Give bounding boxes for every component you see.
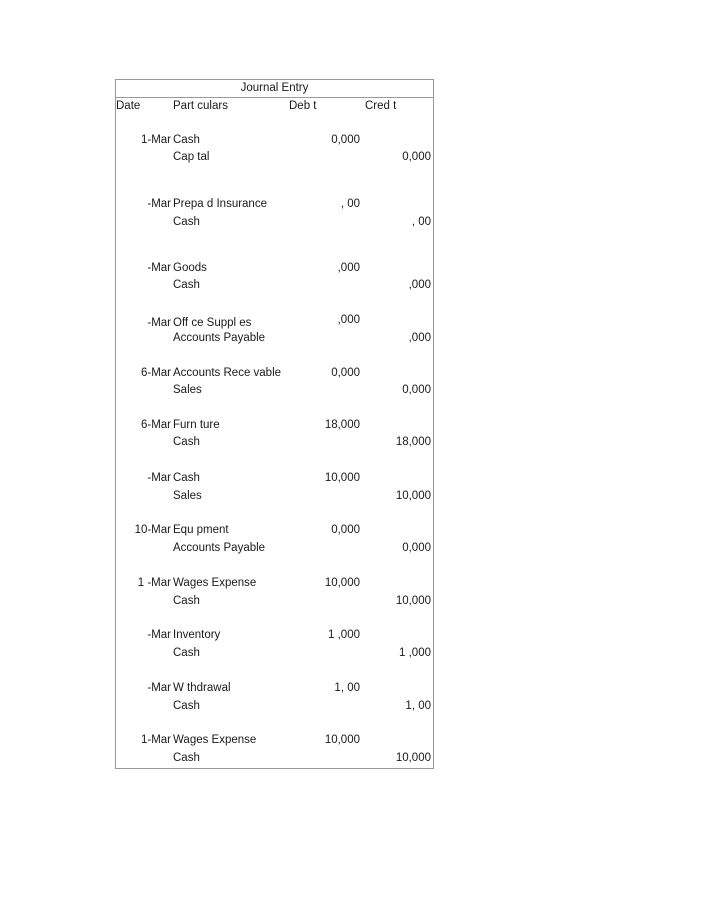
entry-date: 1-Mar: [140, 134, 171, 146]
entry-debit-line: [116, 365, 433, 381]
debit-account: Accounts Rece vable: [173, 367, 282, 379]
debit-account: Wages Expense: [173, 577, 257, 589]
entry-credit-line: [116, 540, 433, 556]
entry-credit-line: [116, 488, 433, 504]
entry-date: 6-Mar: [140, 419, 171, 431]
debit-amount: , 00: [340, 198, 360, 210]
entry-debit-line: [116, 315, 433, 331]
journal-sheet: [115, 79, 434, 769]
entry-credit-line: [116, 434, 433, 450]
credit-amount: ,000: [408, 332, 431, 344]
debit-account: Wages Expense: [173, 734, 257, 746]
header-particulars: Part culars: [173, 100, 228, 112]
credit-amount: 10,000: [395, 595, 431, 607]
entry-debit-line: [116, 417, 433, 433]
credit-amount: 0,000: [402, 151, 431, 163]
debit-amount: 10,000: [324, 472, 360, 484]
entry-credit-line: [116, 277, 433, 293]
debit-amount: ,000: [337, 314, 360, 326]
credit-amount: 1, 00: [405, 700, 431, 712]
header-credit: Cred t: [365, 100, 397, 112]
credit-amount: 0,000: [402, 384, 431, 396]
entry-debit-line: [116, 260, 433, 276]
entry-credit-line: [116, 645, 433, 661]
credit-account: Cash: [173, 279, 200, 291]
debit-account: Cash: [173, 472, 200, 484]
debit-amount: 1 ,000: [328, 629, 360, 641]
entry-credit-line: [116, 750, 433, 766]
debit-account: Furn ture: [173, 419, 220, 431]
debit-amount: ,000: [337, 262, 360, 274]
entry-date: -Mar: [147, 262, 171, 274]
credit-amount: 0,000: [402, 542, 431, 554]
entry-date: 6-Mar: [140, 367, 171, 379]
entry-date: 10-Mar: [134, 524, 171, 536]
header-date: Date: [116, 100, 141, 112]
entry-date: 1 -Mar: [137, 577, 171, 589]
debit-amount: 10,000: [324, 577, 360, 589]
entry-credit-line: [116, 593, 433, 609]
entry-debit-line: [116, 470, 433, 486]
credit-account: Sales: [173, 490, 202, 502]
credit-account: Sales: [173, 384, 202, 396]
entry-date: -Mar: [147, 198, 171, 210]
credit-account: Cash: [173, 436, 200, 448]
credit-amount: ,000: [408, 279, 431, 291]
debit-amount: 0,000: [331, 367, 360, 379]
entry-date: -Mar: [147, 472, 171, 484]
credit-account: Accounts Payable: [173, 542, 266, 554]
credit-account: Cash: [173, 216, 200, 228]
debit-account: Off ce Suppl es: [173, 317, 252, 329]
credit-amount: 18,000: [395, 436, 431, 448]
entry-debit-line: [116, 627, 433, 643]
entry-date: -Mar: [147, 317, 171, 329]
journal-title: Journal Entry: [116, 80, 433, 98]
credit-account: Accounts Payable: [173, 332, 266, 344]
entry-credit-line: [116, 382, 433, 398]
credit-account: Cash: [173, 700, 200, 712]
credit-amount: , 00: [411, 216, 431, 228]
entry-credit-line: [116, 698, 433, 714]
credit-account: Cap tal: [173, 151, 210, 163]
debit-account: Prepa d Insurance: [173, 198, 267, 210]
entry-debit-line: [116, 680, 433, 696]
credit-amount: 1 ,000: [399, 647, 431, 659]
header-debit: Deb t: [289, 100, 317, 112]
credit-account: Cash: [173, 595, 200, 607]
debit-account: W thdrawal: [173, 682, 231, 694]
entry-debit-line: [116, 132, 433, 148]
entry-debit-line: [116, 196, 433, 212]
entry-debit-line: [116, 732, 433, 748]
entry-date: -Mar: [147, 629, 171, 641]
debit-amount: 18,000: [324, 419, 360, 431]
debit-account: Equ pment: [173, 524, 229, 536]
debit-amount: 0,000: [331, 524, 360, 536]
debit-account: Goods: [173, 262, 207, 274]
debit-account: Cash: [173, 134, 200, 146]
credit-account: Cash: [173, 752, 200, 764]
entry-date: -Mar: [147, 682, 171, 694]
entry-credit-line: [116, 149, 433, 165]
debit-amount: 0,000: [331, 134, 360, 146]
credit-amount: 10,000: [395, 490, 431, 502]
entry-credit-line: [116, 330, 433, 346]
credit-account: Cash: [173, 647, 200, 659]
credit-amount: 10,000: [395, 752, 431, 764]
debit-amount: 10,000: [324, 734, 360, 746]
debit-account: Inventory: [173, 629, 221, 641]
entry-credit-line: [116, 214, 433, 230]
entry-debit-line: [116, 575, 433, 591]
entry-debit-line: [116, 522, 433, 538]
debit-amount: 1, 00: [334, 682, 360, 694]
entry-date: 1-Mar: [140, 734, 171, 746]
